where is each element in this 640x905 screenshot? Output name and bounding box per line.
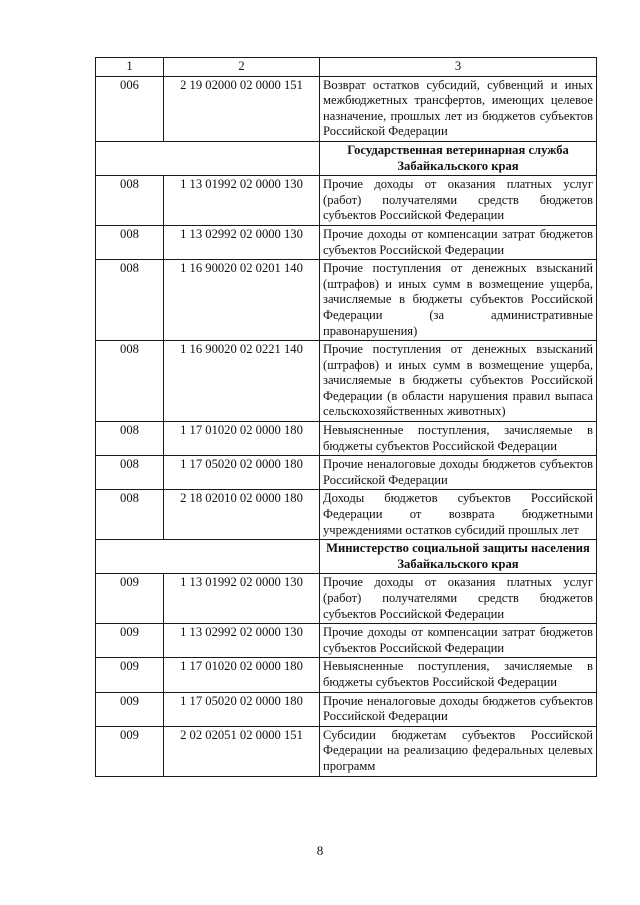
admin-code-cell: 008: [96, 422, 164, 456]
empty-cell: [96, 141, 320, 175]
header-cell-1: 1: [96, 58, 164, 77]
revenue-description-cell: Субсидии бюджетам субъектов Российской Федерации на реализацию федеральных целевых программ: [320, 726, 597, 776]
revenue-code-cell: 1 17 01020 02 0000 180: [164, 422, 320, 456]
table-row: [96, 692, 597, 726]
revenue-description-cell: Прочие доходы от компенсации затрат бюджетов субъектов Российской Федерации: [320, 225, 597, 259]
admin-code-cell: 008: [96, 490, 164, 540]
table-row: [96, 574, 597, 624]
section-heading: Министерство социальной защиты населения Забайкальского края: [320, 540, 597, 574]
section-heading: Государственная ветеринарная служба Забайкальского края: [320, 141, 597, 175]
table-row: [96, 176, 597, 226]
revenue-code-cell: 2 02 02051 02 0000 151: [164, 726, 320, 776]
admin-code-cell: 006: [96, 76, 164, 141]
revenue-description-cell: Прочие поступления от денежных взысканий (штрафов) и иных сумм в возмещение ущерба, зачисляемые в бюджеты субъектов Российской Федерации (за административные правонарушения): [320, 260, 597, 341]
revenue-code-cell: 1 17 01020 02 0000 180: [164, 658, 320, 692]
revenue-code-cell: 1 16 90020 02 0201 140: [164, 260, 320, 341]
revenue-code-cell: 1 13 02992 02 0000 130: [164, 225, 320, 259]
table-row: [96, 490, 597, 540]
table-row: [96, 456, 597, 490]
table-row: [96, 260, 597, 341]
revenue-description-cell: Невыясненные поступления, зачисляемые в бюджеты субъектов Российской Федерации: [320, 658, 597, 692]
table-body: [96, 76, 597, 776]
revenue-description-cell: Невыясненные поступления, зачисляемые в бюджеты субъектов Российской Федерации: [320, 422, 597, 456]
header-cell-3: 3: [320, 58, 597, 77]
admin-code-cell: 009: [96, 692, 164, 726]
revenue-description-cell: Прочие неналоговые доходы бюджетов субъектов Российской Федерации: [320, 692, 597, 726]
admin-code-cell: 009: [96, 624, 164, 658]
table-row: [96, 658, 597, 692]
revenue-code-cell: 1 17 05020 02 0000 180: [164, 456, 320, 490]
revenue-description-cell: Возврат остатков субсидий, субвенций и иных межбюджетных трансфертов, имеющих целевое назначение, прошлых лет из бюджетов субъектов Российской Федерации: [320, 76, 597, 141]
revenue-code-cell: 1 16 90020 02 0221 140: [164, 341, 320, 422]
admin-code-cell: 008: [96, 176, 164, 226]
revenue-description-cell: Доходы бюджетов субъектов Российской Федерации от возврата бюджетными учреждениями остатков субсидий прошлых лет: [320, 490, 597, 540]
table-row: [96, 726, 597, 776]
table-row: [96, 225, 597, 259]
revenue-description-cell: Прочие доходы от оказания платных услуг (работ) получателями средств бюджетов субъектов Российской Федерации: [320, 176, 597, 226]
revenue-description-cell: Прочие поступления от денежных взысканий (штрафов) и иных сумм в возмещение ущерба, зачисляемые в бюджеты субъектов Российской Федерации (в области нарушения правил выпаса сельскохозяйственных животных): [320, 341, 597, 422]
table-row: [96, 422, 597, 456]
revenue-code-cell: 2 18 02010 02 0000 180: [164, 490, 320, 540]
section-heading-row: [96, 540, 597, 574]
page-number: 8: [316, 843, 324, 858]
admin-code-cell: 008: [96, 225, 164, 259]
revenue-code-cell: 1 13 01992 02 0000 130: [164, 176, 320, 226]
revenue-code-cell: 2 19 02000 02 0000 151: [164, 76, 320, 141]
admin-code-cell: 009: [96, 574, 164, 624]
header-row: [96, 58, 597, 77]
table-row: [96, 624, 597, 658]
table-row: [96, 341, 597, 422]
admin-code-cell: 009: [96, 658, 164, 692]
admin-code-cell: 009: [96, 726, 164, 776]
section-heading-row: [96, 141, 597, 175]
empty-cell: [96, 540, 320, 574]
admin-code-cell: 008: [96, 341, 164, 422]
table-row: [96, 76, 597, 141]
revenue-code-cell: 1 17 05020 02 0000 180: [164, 692, 320, 726]
revenue-code-cell: 1 13 02992 02 0000 130: [164, 624, 320, 658]
admin-code-cell: 008: [96, 260, 164, 341]
revenue-codes-table: [95, 57, 597, 777]
admin-code-cell: 008: [96, 456, 164, 490]
revenue-description-cell: Прочие доходы от оказания платных услуг (работ) получателями средств бюджетов субъектов Российской Федерации: [320, 574, 597, 624]
header-cell-2: 2: [164, 58, 320, 77]
revenue-description-cell: Прочие неналоговые доходы бюджетов субъектов Российской Федерации: [320, 456, 597, 490]
revenue-description-cell: Прочие доходы от компенсации затрат бюджетов субъектов Российской Федерации: [320, 624, 597, 658]
revenue-code-cell: 1 13 01992 02 0000 130: [164, 574, 320, 624]
